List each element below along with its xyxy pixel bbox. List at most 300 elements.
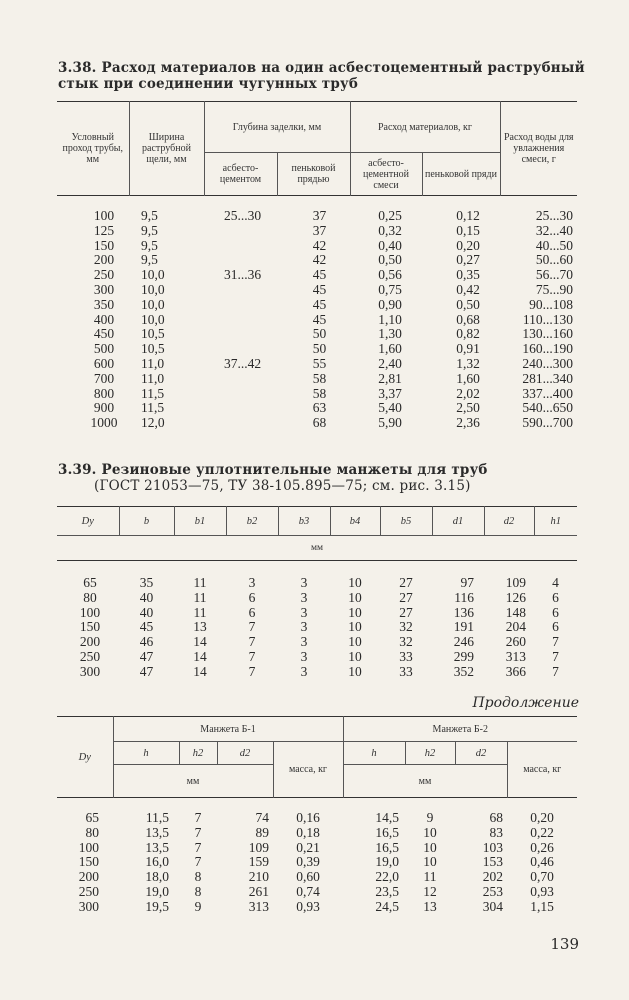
table-row xyxy=(57,855,577,870)
table-cell: 0,42 xyxy=(456,281,480,297)
table-cell: 32 xyxy=(399,634,413,650)
table-cell: 250 xyxy=(78,883,99,899)
table-cell: 200 xyxy=(79,634,101,650)
table-cell: 260 xyxy=(505,634,526,650)
section-number: 3.38. xyxy=(58,60,97,76)
table-cell: 12 xyxy=(423,883,437,899)
table-cell: 27 xyxy=(399,575,413,590)
table-cell: 13,5 xyxy=(145,824,169,840)
table-cell: 10 xyxy=(423,854,437,870)
table-cell: 35 xyxy=(139,575,154,590)
table-cell: 313 xyxy=(505,648,526,664)
table-cell: 45 xyxy=(312,296,327,312)
section-title-line1: Расход материалов на один асбестоцементный раструбный xyxy=(101,60,585,76)
table-cell: 0,93 xyxy=(296,898,320,914)
continuation-label: Продолжение xyxy=(472,695,579,711)
table-cell: 0,26 xyxy=(530,839,554,855)
table-cell: 55 xyxy=(312,355,327,371)
table-cell xyxy=(204,401,277,416)
column-header: d1 xyxy=(432,507,484,536)
table-cell: 65 xyxy=(83,575,97,590)
table-cell: 103 xyxy=(482,839,503,855)
table-cell: 0,50 xyxy=(456,296,480,312)
table-row xyxy=(57,606,577,621)
table-row xyxy=(57,841,577,856)
table-cell: 25...30 xyxy=(535,208,573,223)
table-cell: 0,74 xyxy=(296,883,320,899)
header-cons-asbestos: асбесто-цементной смеси xyxy=(350,153,422,196)
table-row xyxy=(57,372,577,387)
table-cell: 0,90 xyxy=(378,296,402,312)
header-d2-b1: d2 xyxy=(217,742,273,765)
table-cell: 210 xyxy=(248,869,269,885)
table-cell: 37 xyxy=(312,208,327,223)
table-cell xyxy=(204,298,277,313)
table-cell: 10,5 xyxy=(141,326,165,342)
table-cell: 14 xyxy=(193,634,207,650)
table-cell: 148 xyxy=(505,604,526,620)
table-cell: 191 xyxy=(453,619,474,635)
table-cell: 1,60 xyxy=(378,341,402,357)
table-cell: 8 xyxy=(194,883,202,899)
table-cell: 2,36 xyxy=(456,415,480,431)
table-cell: 40 xyxy=(139,604,154,620)
table-cell: 16,5 xyxy=(375,824,399,840)
table-cell xyxy=(204,387,277,402)
table-cell: 10 xyxy=(348,589,362,605)
table-cell: 33 xyxy=(399,663,413,679)
table-cell: 10 xyxy=(348,663,362,679)
table-row xyxy=(57,620,577,635)
table-cell: 153 xyxy=(482,854,503,870)
section-title-line2: стык при соединении чугунных труб xyxy=(58,76,359,92)
section-3-38-title xyxy=(58,60,585,92)
table-cell: 6 xyxy=(248,589,256,605)
table-cell: 8 xyxy=(194,869,202,885)
table-cell: 1,30 xyxy=(378,326,402,342)
table-row xyxy=(57,253,577,268)
table-cell: 11,0 xyxy=(141,355,165,371)
table-cell: 31...36 xyxy=(223,267,262,283)
table-cell: 200 xyxy=(93,252,115,268)
table-row xyxy=(57,298,577,313)
table-cell: 68 xyxy=(489,810,503,825)
table-cell: 0,91 xyxy=(456,341,480,357)
table-cell: 0,93 xyxy=(530,883,554,899)
table-cell xyxy=(204,342,277,357)
column-header: b2 xyxy=(226,507,278,536)
table-cell: 40 xyxy=(139,589,154,605)
header-h2-b2: h2 xyxy=(405,742,455,765)
table-cell: 0,50 xyxy=(378,252,402,268)
header-h-b1: h xyxy=(113,742,179,765)
header-h-b2: h xyxy=(343,742,405,765)
table-cell: 6 xyxy=(552,619,559,635)
header-depth-asbestos: асбесто-цементом xyxy=(204,153,277,196)
table-cell: 10,0 xyxy=(141,311,165,327)
table-cell: 150 xyxy=(78,854,99,870)
table-cell: 10 xyxy=(348,604,362,620)
table-cell: 253 xyxy=(482,883,503,899)
table-cell: 240...300 xyxy=(522,355,573,371)
table-cell: 58 xyxy=(312,385,327,401)
table-cell: 3 xyxy=(300,663,308,679)
table-row xyxy=(57,357,577,372)
table-cell: 2,02 xyxy=(456,385,480,401)
table-cell: 6 xyxy=(248,604,256,620)
table-cell: 0,46 xyxy=(530,854,554,870)
header-h2-b1: h2 xyxy=(179,742,217,765)
table-row xyxy=(57,401,577,416)
table-cell: 281...340 xyxy=(522,370,573,386)
table-cell: 32 xyxy=(399,619,413,635)
table-cell: 109 xyxy=(505,575,526,590)
table-cell xyxy=(204,313,277,328)
table-cell: 1,60 xyxy=(456,370,480,386)
table-cell: 11 xyxy=(193,604,207,620)
table-cell: 1,10 xyxy=(378,311,402,327)
header-gap-width: Ширина раструбной щели, мм xyxy=(129,102,204,196)
table-cell: 14,5 xyxy=(375,810,399,825)
table-cell: 0,12 xyxy=(456,208,480,223)
table-cell: 0,75 xyxy=(378,281,402,297)
table-cell: 11 xyxy=(423,869,437,885)
table-cell: 0,35 xyxy=(456,267,480,283)
table-cell: 1,15 xyxy=(530,898,554,914)
table-cell: 0,22 xyxy=(530,824,554,840)
table-cell: 9 xyxy=(194,898,202,914)
table-cell: 50...60 xyxy=(535,252,573,268)
table-cell: 3 xyxy=(300,634,308,650)
column-header: b xyxy=(119,507,174,536)
table-cell xyxy=(204,239,277,254)
table-cell: 100 xyxy=(78,839,99,855)
table-cell: 0,27 xyxy=(456,252,480,268)
table-row xyxy=(57,224,577,239)
table-cell: 202 xyxy=(482,869,503,885)
table-row xyxy=(57,283,577,298)
table-cell xyxy=(204,224,277,239)
table-cell: 27 xyxy=(399,589,413,605)
table-cell: 7 xyxy=(248,619,256,635)
table-cell: 590...700 xyxy=(522,415,573,431)
header-cuff-b2: Манжета Б-2 xyxy=(343,717,577,742)
table-cell: 1000 xyxy=(90,415,118,431)
table-cell: 27 xyxy=(399,604,413,620)
table-cell: 350 xyxy=(93,296,115,312)
units-b1: мм xyxy=(113,765,273,798)
table-cell: 9,5 xyxy=(141,208,158,223)
table-cell: 136 xyxy=(453,604,474,620)
table-cell: 0,18 xyxy=(296,824,320,840)
table-row xyxy=(57,239,577,254)
table-cell: 0,21 xyxy=(296,839,320,855)
table-row xyxy=(57,650,577,665)
table-cell: 7 xyxy=(552,663,559,679)
table-cell: 130...160 xyxy=(522,326,573,342)
column-header: b3 xyxy=(278,507,330,536)
table-cell: 7 xyxy=(248,634,256,650)
table-cell: 100 xyxy=(79,604,101,620)
table-cell: 0,25 xyxy=(378,208,402,223)
table-row xyxy=(57,900,577,915)
table-cell: 116 xyxy=(454,589,474,605)
table-cell: 89 xyxy=(255,824,269,840)
table-cell: 10 xyxy=(348,648,362,664)
table-cell: 45 xyxy=(139,619,154,635)
cuffs-continuation-table xyxy=(57,716,577,915)
table-cell: 2,50 xyxy=(456,400,480,416)
table-row xyxy=(57,327,577,342)
table-cell: 11,0 xyxy=(141,370,165,386)
table-cell: 22,0 xyxy=(375,869,399,885)
table-cell: 900 xyxy=(93,400,115,416)
units-b2: мм xyxy=(343,765,507,798)
table-cell: 45 xyxy=(312,267,327,283)
table-cell: 11 xyxy=(193,575,207,590)
header-cuff-b1: Манжета Б-1 xyxy=(113,717,343,742)
table-cell: 0,68 xyxy=(456,311,480,327)
table-cell: 80 xyxy=(83,589,97,605)
table-cell: 3 xyxy=(300,648,308,664)
table-cell: 1,32 xyxy=(456,355,480,371)
table-cell xyxy=(204,416,277,431)
table-cell: 3 xyxy=(300,604,308,620)
table-cell: 0,20 xyxy=(456,237,480,253)
table-row xyxy=(57,342,577,357)
table-cell: 16,0 xyxy=(145,854,169,870)
header-d2-b2: d2 xyxy=(455,742,507,765)
table-cell: 125 xyxy=(93,222,115,238)
table-cell: 3 xyxy=(300,619,308,635)
table-cell: 11 xyxy=(193,589,207,605)
table-row xyxy=(57,665,577,680)
section-number: 3.39. xyxy=(58,462,97,478)
table-cell: 246 xyxy=(453,634,474,650)
table-cell: 0,20 xyxy=(530,810,554,825)
table-cell: 100 xyxy=(93,208,115,223)
table-cell: 47 xyxy=(139,648,154,664)
header-water: Расход воды для увлажнения смеси, г xyxy=(500,102,577,196)
table-cell: 7 xyxy=(194,854,202,870)
table-cell: 13,5 xyxy=(145,839,169,855)
table-cell: 42 xyxy=(312,237,327,253)
column-header: Dу xyxy=(81,515,94,527)
materials-consumption-table xyxy=(57,101,577,431)
table-cell: 2,40 xyxy=(378,355,402,371)
table-cell: 80 xyxy=(85,824,99,840)
table-cell: 50 xyxy=(312,326,327,342)
table-cell: 19,0 xyxy=(145,883,169,899)
section-3-39-title xyxy=(58,462,488,494)
table-cell: 7 xyxy=(552,648,559,664)
table-cell: 0,70 xyxy=(530,869,554,885)
table-cell: 299 xyxy=(453,648,474,664)
table-cell: 24,5 xyxy=(375,898,399,914)
table-row xyxy=(57,209,577,224)
table-cell xyxy=(204,372,277,387)
table-cell: 304 xyxy=(482,898,503,914)
table-cell: 0,60 xyxy=(296,869,320,885)
table-cell: 5,90 xyxy=(378,415,402,431)
table-cell: 261 xyxy=(248,883,269,899)
table-cell: 13 xyxy=(423,898,437,914)
table-cell: 45 xyxy=(312,311,327,327)
table-cell: 58 xyxy=(312,370,327,386)
header-mass-b1: масса, кг xyxy=(273,742,343,798)
table-cell: 250 xyxy=(79,648,101,664)
table-row xyxy=(57,387,577,402)
table-cell: 32...40 xyxy=(535,222,573,238)
table-cell: 337...400 xyxy=(522,385,573,401)
table-cell: 6 xyxy=(552,589,559,605)
table-cell: 10 xyxy=(348,619,362,635)
table-row xyxy=(57,885,577,900)
header-mass-b2: масса, кг xyxy=(507,742,577,798)
table-cell: 0,32 xyxy=(378,222,402,238)
table-cell: 75...90 xyxy=(535,281,573,297)
table-cell: 160...190 xyxy=(522,341,573,357)
table-cell: 6 xyxy=(552,604,559,620)
table-cell: 400 xyxy=(93,311,115,327)
table-cell: 10 xyxy=(423,824,437,840)
section-title-line2: (ГОСТ 21053—75, ТУ 38-105.895—75; см. рис. 3.15) xyxy=(94,478,471,494)
table-cell: 10 xyxy=(423,839,437,855)
table-cell: 19,5 xyxy=(145,898,169,914)
table-cell: 9,5 xyxy=(141,222,158,238)
table-cell: 10,0 xyxy=(141,281,165,297)
table-cell: 3 xyxy=(248,575,256,590)
table-cell: 45 xyxy=(312,281,327,297)
table-cell: 16,5 xyxy=(375,839,399,855)
table-cell: 90...108 xyxy=(529,296,573,312)
table-row xyxy=(57,313,577,328)
table-cell: 0,15 xyxy=(456,222,480,238)
table-cell: 42 xyxy=(312,252,327,268)
table-cell: 7 xyxy=(552,634,559,650)
table-cell: 10 xyxy=(348,575,362,590)
column-header: d2 xyxy=(484,507,534,536)
table-cell: 3,37 xyxy=(378,385,402,401)
column-header: h1 xyxy=(534,507,577,536)
table-cell: 37...42 xyxy=(223,355,262,371)
rubber-cuffs-table xyxy=(57,506,577,680)
table-cell: 0,82 xyxy=(456,326,480,342)
table-cell: 2,81 xyxy=(378,370,402,386)
table-cell: 0,40 xyxy=(378,237,402,253)
table-cell: 83 xyxy=(489,824,503,840)
table-cell: 540...650 xyxy=(522,400,573,416)
table-row xyxy=(57,870,577,885)
table-cell: 23,5 xyxy=(375,883,399,899)
table-cell xyxy=(204,327,277,342)
table-cell: 10,0 xyxy=(141,296,165,312)
table-cell: 300 xyxy=(93,281,115,297)
column-header: b5 xyxy=(380,507,432,536)
table-cell: 250 xyxy=(93,267,115,283)
table-row xyxy=(57,591,577,606)
units-label: мм xyxy=(57,536,577,561)
table-cell: 4 xyxy=(552,575,559,590)
table-cell: 50 xyxy=(312,341,327,357)
header-diameter: Условный проход трубы, мм xyxy=(62,132,124,165)
table-cell: 68 xyxy=(312,415,327,431)
table-cell: 0,16 xyxy=(296,810,320,825)
table-cell: 46 xyxy=(139,634,154,650)
column-header: b1 xyxy=(174,507,226,536)
table-cell: 9,5 xyxy=(141,252,158,268)
table-cell: 14 xyxy=(193,663,207,679)
table-cell: 800 xyxy=(93,385,115,401)
table-cell: 13 xyxy=(193,619,207,635)
table-cell: 74 xyxy=(255,810,269,825)
page-number: 139 xyxy=(550,935,579,953)
table-cell: 18,0 xyxy=(145,869,169,885)
table-cell: 65 xyxy=(85,810,99,825)
table-cell: 300 xyxy=(78,898,99,914)
table-cell: 500 xyxy=(93,341,115,357)
table-cell: 40...50 xyxy=(535,237,573,253)
table-cell: 110...130 xyxy=(522,311,573,327)
table-row xyxy=(57,635,577,650)
table-cell: 7 xyxy=(248,663,256,679)
column-header: b4 xyxy=(330,507,380,536)
table-cell: 150 xyxy=(93,237,115,253)
table-cell: 159 xyxy=(248,854,269,870)
header-cons-hemp: пеньковой пряди xyxy=(422,153,500,196)
table-row xyxy=(57,811,577,826)
table-cell: 366 xyxy=(505,663,526,679)
header-depth-hemp: пеньковой прядью xyxy=(277,153,350,196)
table-cell: 3 xyxy=(300,589,308,605)
table-cell: 11,5 xyxy=(141,400,165,416)
table-cell: 204 xyxy=(505,619,526,635)
table-cell: 63 xyxy=(312,400,327,416)
table-cell: 700 xyxy=(93,370,115,386)
table-cell: 300 xyxy=(79,663,101,679)
table-cell: 3 xyxy=(300,575,308,590)
table-cell: 150 xyxy=(79,619,101,635)
table-cell: 9,5 xyxy=(141,237,158,253)
table-cell: 33 xyxy=(399,648,413,664)
table-cell: 10,0 xyxy=(141,267,165,283)
table-row xyxy=(57,576,577,591)
table-cell: 352 xyxy=(453,663,474,679)
table-cell: 12,0 xyxy=(141,415,165,431)
table-cell xyxy=(204,253,277,268)
table-cell: 109 xyxy=(248,839,269,855)
section-title-line1: Резиновые уплотнительные манжеты для труб xyxy=(101,462,488,478)
table-cell: 600 xyxy=(93,355,115,371)
table-row xyxy=(57,416,577,431)
table-cell: 97 xyxy=(460,575,474,590)
table-cell: 7 xyxy=(194,839,202,855)
table-cell: 200 xyxy=(78,869,99,885)
table-cell: 25...30 xyxy=(223,208,262,223)
header-dy: Dу xyxy=(78,751,91,763)
table-cell: 7 xyxy=(194,824,202,840)
table-cell: 47 xyxy=(139,663,154,679)
table-row xyxy=(57,268,577,283)
table-cell: 313 xyxy=(248,898,269,914)
header-consumption-group: Расход материалов, кг xyxy=(350,102,500,153)
table-cell: 9 xyxy=(426,810,434,825)
header-depth-group: Глубина заделки, мм xyxy=(204,102,350,153)
table-cell: 7 xyxy=(248,648,256,664)
table-cell: 56...70 xyxy=(535,267,573,283)
table-cell: 7 xyxy=(194,810,202,825)
table-cell xyxy=(204,283,277,298)
